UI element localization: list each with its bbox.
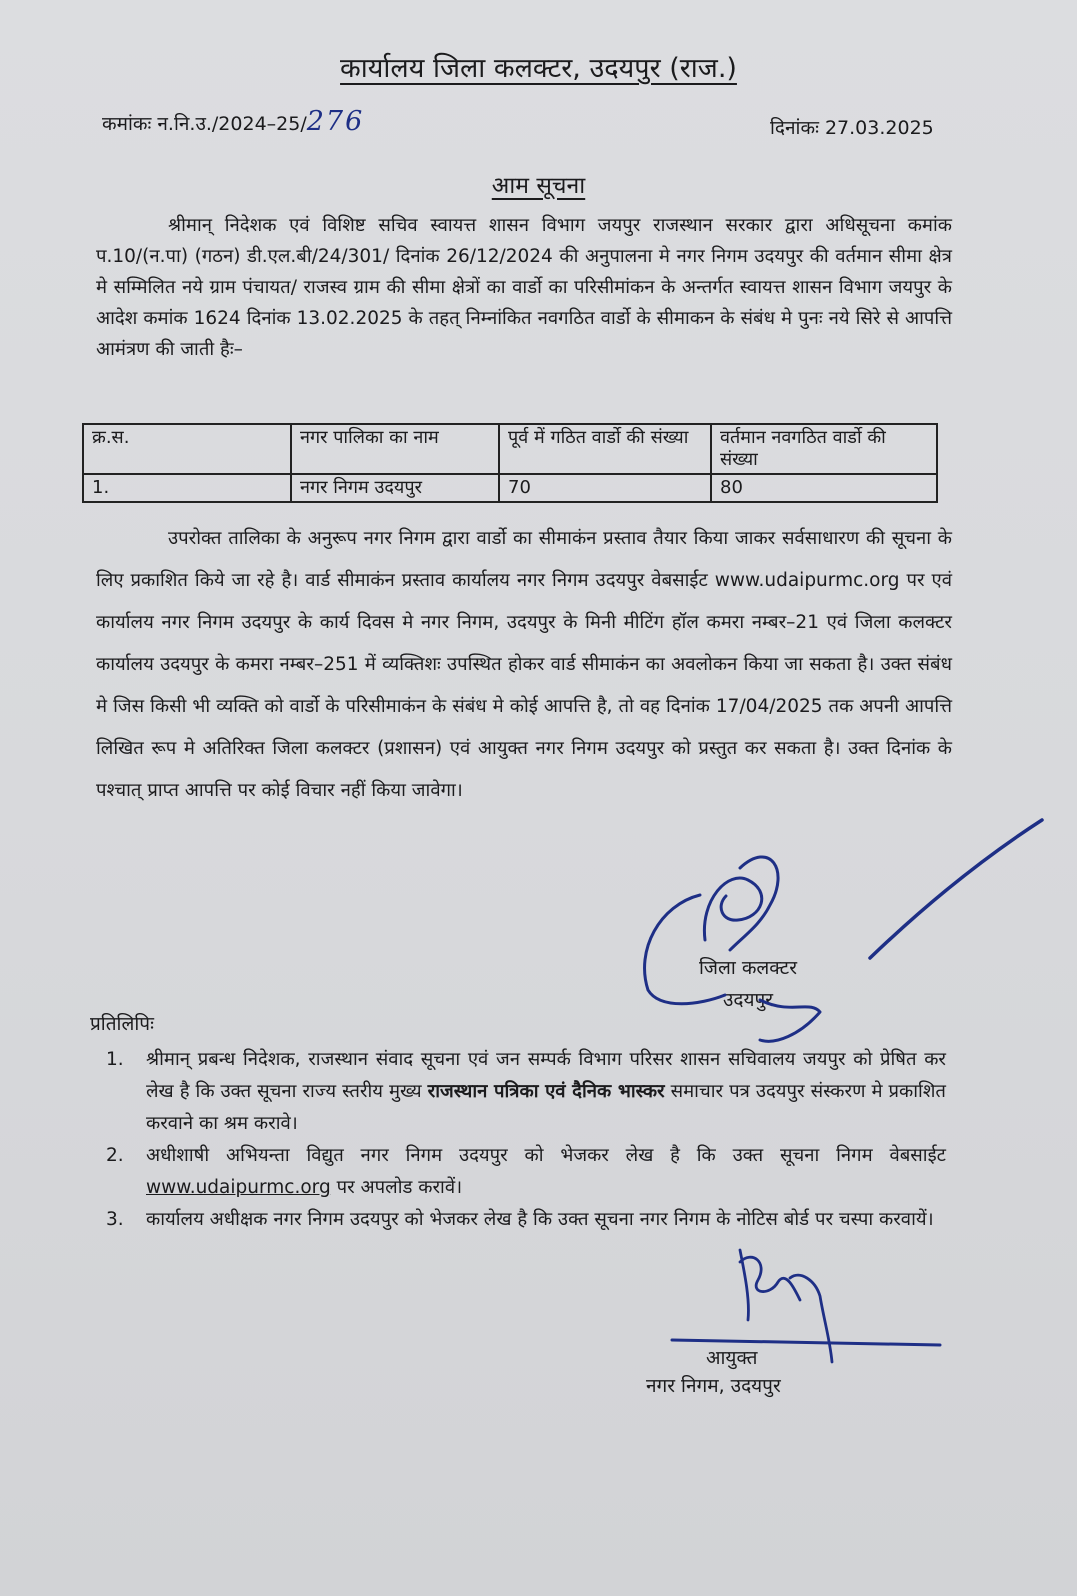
table-header-cell: पूर्व में गठित वार्डो की संख्या xyxy=(499,424,711,474)
table-header-cell: नगर पालिका का नाम xyxy=(291,424,499,474)
copy-text: श्रीमान् प्रबन्ध निदेशक, राजस्थान संवाद सूचना एवं जन सम्पर्क विभाग परिसर शासन सचिवालय जयपुर को प्रेषित कर लेख है कि उक्त सूचना राज्य स्तरीय मुख्य xyxy=(146,1049,946,1102)
table-header-cell: क्र.स. xyxy=(83,424,291,474)
collector-place: उदयपुर xyxy=(722,989,774,1011)
copy-bold-text: राजस्थान पत्रिका एवं दैनिक भास्कर xyxy=(427,1081,665,1102)
commissioner-signature-line xyxy=(672,1340,940,1345)
website-link[interactable]: www.udaipurmc.org xyxy=(146,1177,331,1198)
ref-number: न.नि.उ./2024–25/ xyxy=(157,113,307,135)
copy-text: समाचार पत्र उदयपुर संस्करण मे प्रकाशित करवाने का श्रम करावे। xyxy=(146,1081,946,1134)
ref-handwritten-number: 276 xyxy=(306,106,365,137)
intro-text: श्रीमान् निदेशक एवं विशिष्ट सचिव स्वायत्त शासन विभाग जयपुर राजस्थान सरकार द्वारा अधिसूचना कमांक प.10/(न.पा) (गठन) डी.एल.बी/24/301/ दिनांक 26/12/2024 की अनुपालना मे नगर निगम उदयपुर की वर्तमान सीमा क्षेत्र मे सम्मिलित नये ग्राम पंचायत/ राजस्व ग्राम की सीमा क्षेत्रों का वार्डो का परिसीमांकन के अन्तर्गत स्वायत्त शासन विभाग जयपुर के आदेश कमांक 1624 दिनांक 13.02.2025 के तहत् निम्नांकित नवगठित वार्डो के सीमाकन के संबंध मे पुनः नये सिरे से आपत्ति आमंत्रण की जाती हैः– xyxy=(96,215,952,360)
collector-title: जिला कलक्टर xyxy=(698,957,798,979)
table-cell: नगर निगम उदयपुर xyxy=(291,474,499,502)
commissioner-office: नगर निगम, उदयपुर xyxy=(646,1375,781,1397)
date-label: दिनांकः xyxy=(770,117,819,139)
ref-label: कमांकः xyxy=(102,113,152,135)
table-cell: 1. xyxy=(83,474,291,502)
copy-text: पर अपलोड करावें। xyxy=(330,1177,463,1198)
collector-signature xyxy=(645,857,820,1041)
notice-subject: आम सूचना xyxy=(491,173,586,199)
table-cell: 70 xyxy=(499,474,711,502)
copy-text: कार्यालय अधीक्षक नगर निगम उदयपुर को भेजकर लेख है कि उक्त सूचना नगर निगम के नोटिस बोर्ड पर चस्पा करवायें। xyxy=(146,1209,934,1230)
list-item-number: 1. xyxy=(106,1049,124,1070)
table-header-cell: वर्तमान नवगठित वार्डो की संख्या xyxy=(711,424,937,474)
commissioner-title: आयुक्त xyxy=(706,1347,758,1369)
list-item-number: 2. xyxy=(106,1145,124,1166)
body-text: उपरोक्त तालिका के अनुरूप नगर निगम द्वारा वार्डो का सीमाकंन प्रस्ताव तैयार किया जाकर सर्वसाधारण की सूचना के लिए प्रकाशित किये जा रहे है। वार्ड सीमाकंन प्रस्ताव कार्यालय नगर निगम उदयपुर वेबसाईट www.udaipurmc.org पर एवं कार्यालय नगर निगम उदयपुर के कार्य दिवस मे नगर निगम, उदयपुर के मिनी मीटिंग हॉल कमरा नम्बर–21 एवं जिला कलक्टर कार्यालय उदयपुर के कमरा नम्बर–251 में व्यक्तिशः उपस्थित होकर वार्ड सीमाकंन का अवलोकन किया जा सकता है। उक्त संबंध मे जिस किसी भी व्यक्ति को वार्डो के परिसीमाकंन के संबंध मे कोई आपत्ति है, तो वह दिनांक 17/04/2025 तक अपनी आपत्ति लिखित रूप मे अतिरिक्त जिला कलक्टर (प्रशासन) एवं आयुक्त नगर निगम उदयपुर को प्रस्तुत कर सकता है। उक्त दिनांक के पश्चात् प्राप्त आपत्ति पर कोई विचार नहीं किया जावेगा। xyxy=(96,528,952,801)
list-item-number: 3. xyxy=(106,1209,124,1230)
collector-signature-stroke xyxy=(870,820,1042,958)
table-cell: 80 xyxy=(711,474,937,502)
date-value: 27.03.2025 xyxy=(824,117,934,139)
copies-heading: प्रतिलिपिः xyxy=(90,1013,154,1035)
copy-text: अधीशाषी अभियन्ता विद्युत नगर निगम उदयपुर को भेजकर लेख है कि उक्त सूचना निगम वेबसाईट xyxy=(146,1145,946,1166)
office-title: कार्यालय जिला कलक्टर, उदयपुर (राज.) xyxy=(340,53,737,84)
commissioner-signature xyxy=(740,1250,832,1362)
